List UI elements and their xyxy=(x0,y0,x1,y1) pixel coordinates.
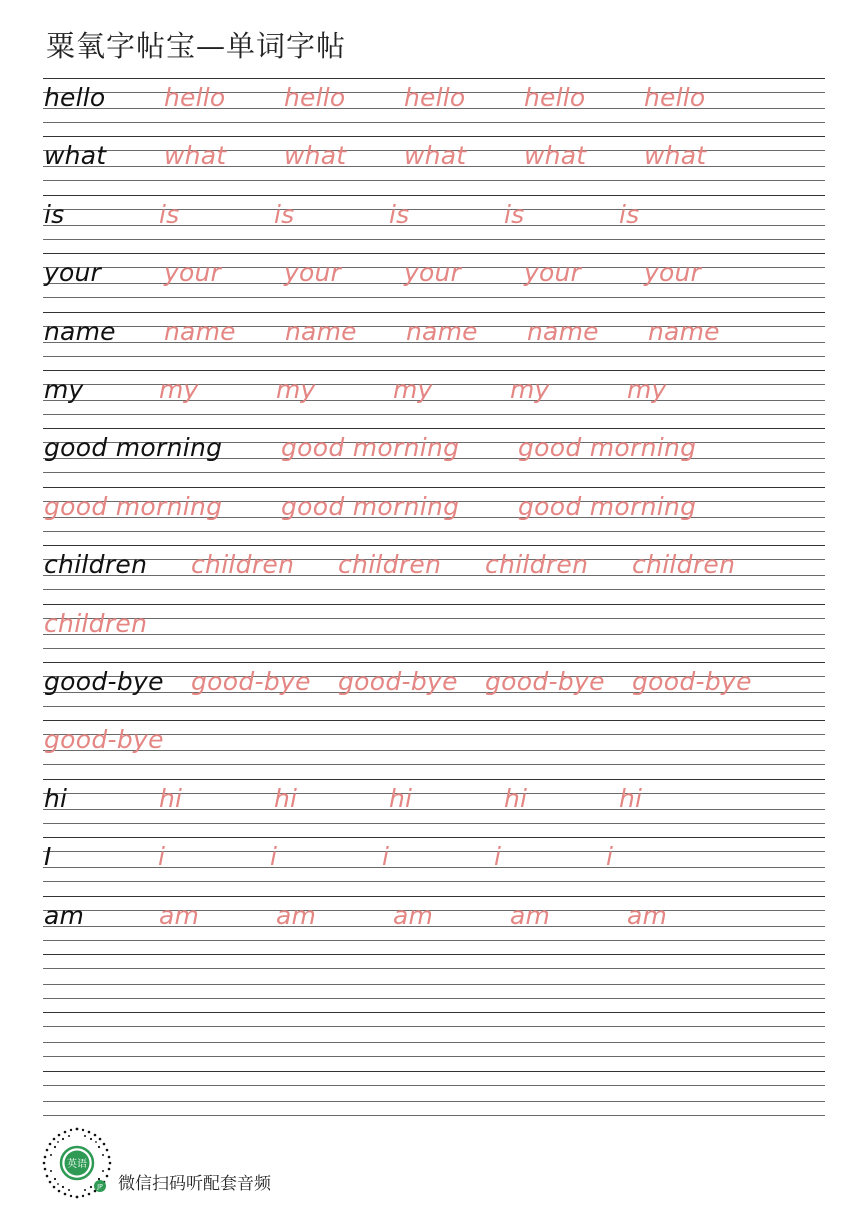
trace-word: children xyxy=(191,550,295,579)
ruled-line xyxy=(43,1085,825,1086)
trace-word: your xyxy=(164,258,222,287)
trace-word: hi xyxy=(274,784,298,813)
trace-word: am xyxy=(276,901,317,930)
trace-word: your xyxy=(404,258,462,287)
model-word: hello xyxy=(44,83,106,112)
trace-word: hi xyxy=(389,784,413,813)
trace-word: good-bye xyxy=(485,667,605,696)
trace-word: hello xyxy=(284,83,346,112)
trace-word: what xyxy=(404,141,467,170)
trace-word: is xyxy=(274,200,295,229)
ruled-line xyxy=(43,414,825,415)
trace-word: am xyxy=(510,901,551,930)
trace-word: name xyxy=(164,317,236,346)
model-word: hi xyxy=(44,784,68,813)
ruled-line xyxy=(43,136,825,137)
trace-word: hello xyxy=(404,83,466,112)
trace-word: hi xyxy=(159,784,183,813)
ruled-line xyxy=(43,823,825,824)
trace-word: am xyxy=(627,901,668,930)
qr-sub-badge: JP xyxy=(97,1183,103,1191)
trace-word: is xyxy=(504,200,525,229)
trace-word: am xyxy=(159,901,200,930)
ruled-line xyxy=(43,1056,825,1057)
ruled-line xyxy=(43,297,825,298)
ruled-line xyxy=(43,1101,825,1102)
ruled-line xyxy=(43,896,825,897)
ruled-line xyxy=(43,1042,825,1043)
ruled-line xyxy=(43,180,825,181)
trace-word: i xyxy=(382,842,390,871)
trace-word: your xyxy=(524,258,582,287)
model-word: am xyxy=(44,901,85,930)
ruled-line xyxy=(43,706,825,707)
trace-word: name xyxy=(285,317,357,346)
trace-word: am xyxy=(393,901,434,930)
footer-caption: 微信扫码听配套音频 xyxy=(118,1174,271,1194)
trace-word: hi xyxy=(619,784,643,813)
ruled-line xyxy=(43,356,825,357)
trace-word: good-bye xyxy=(44,725,164,754)
ruled-line xyxy=(43,764,825,765)
qr-code-icon xyxy=(41,1127,113,1199)
ruled-line xyxy=(43,837,825,838)
ruled-line xyxy=(43,195,825,196)
trace-word: i xyxy=(494,842,502,871)
ruled-line xyxy=(43,370,825,371)
trace-word: name xyxy=(406,317,478,346)
trace-word: my xyxy=(393,375,433,404)
practice-sheet xyxy=(43,0,825,1227)
model-word: my xyxy=(44,375,84,404)
trace-word: i xyxy=(270,842,278,871)
trace-word: my xyxy=(159,375,199,404)
ruled-line xyxy=(43,634,825,635)
ruled-line xyxy=(43,954,825,955)
trace-word: children xyxy=(44,609,148,638)
trace-word: hello xyxy=(644,83,706,112)
ruled-line xyxy=(43,253,825,254)
ruled-line xyxy=(43,589,825,590)
trace-word: is xyxy=(159,200,180,229)
ruled-line xyxy=(43,1026,825,1027)
ruled-line xyxy=(43,618,825,619)
trace-word: hi xyxy=(504,784,528,813)
trace-word: what xyxy=(524,141,587,170)
model-word: your xyxy=(44,258,102,287)
ruled-line xyxy=(43,1012,825,1013)
trace-word: what xyxy=(164,141,227,170)
ruled-line xyxy=(43,487,825,488)
ruled-line xyxy=(43,648,825,649)
qr-badge-label: 英语 xyxy=(67,1159,87,1170)
model-word: I xyxy=(44,842,52,871)
trace-word: good morning xyxy=(518,492,697,521)
trace-word: children xyxy=(485,550,589,579)
ruled-line xyxy=(43,1115,825,1116)
trace-word: is xyxy=(619,200,640,229)
trace-word: i xyxy=(606,842,614,871)
ruled-line xyxy=(43,239,825,240)
ruled-line xyxy=(43,968,825,969)
ruled-line xyxy=(43,779,825,780)
ruled-line xyxy=(43,428,825,429)
ruled-line xyxy=(43,940,825,941)
trace-word: name xyxy=(648,317,720,346)
trace-word: name xyxy=(527,317,599,346)
ruled-line xyxy=(43,998,825,999)
trace-word: your xyxy=(284,258,342,287)
model-word: is xyxy=(44,200,65,229)
model-word: children xyxy=(44,550,148,579)
trace-word: good-bye xyxy=(632,667,752,696)
ruled-line xyxy=(43,604,825,605)
trace-word: my xyxy=(627,375,667,404)
page-title: 粟氧字帖宝—单词字帖 xyxy=(46,29,347,63)
trace-word: good-bye xyxy=(338,667,458,696)
trace-word: good morning xyxy=(44,492,223,521)
trace-word: children xyxy=(632,550,736,579)
ruled-line xyxy=(43,545,825,546)
ruled-line xyxy=(43,531,825,532)
trace-word: my xyxy=(510,375,550,404)
trace-word: what xyxy=(284,141,347,170)
trace-word: children xyxy=(338,550,442,579)
ruled-line xyxy=(43,1071,825,1072)
trace-word: good morning xyxy=(281,433,460,462)
ruled-line xyxy=(43,472,825,473)
ruled-line xyxy=(43,122,825,123)
model-word: good morning xyxy=(44,433,223,462)
model-word: name xyxy=(44,317,116,346)
trace-word: i xyxy=(158,842,166,871)
trace-word: my xyxy=(276,375,316,404)
ruled-line xyxy=(43,984,825,985)
trace-word: hello xyxy=(524,83,586,112)
ruled-line xyxy=(43,312,825,313)
ruled-line xyxy=(43,720,825,721)
ruled-line xyxy=(43,78,825,79)
ruled-line xyxy=(43,662,825,663)
model-word: what xyxy=(44,141,107,170)
trace-word: good-bye xyxy=(191,667,311,696)
trace-word: hello xyxy=(164,83,226,112)
model-word: good-bye xyxy=(44,667,164,696)
trace-word: good morning xyxy=(518,433,697,462)
trace-word: is xyxy=(389,200,410,229)
trace-word: what xyxy=(644,141,707,170)
ruled-line xyxy=(43,881,825,882)
trace-word: good morning xyxy=(281,492,460,521)
trace-word: your xyxy=(644,258,702,287)
